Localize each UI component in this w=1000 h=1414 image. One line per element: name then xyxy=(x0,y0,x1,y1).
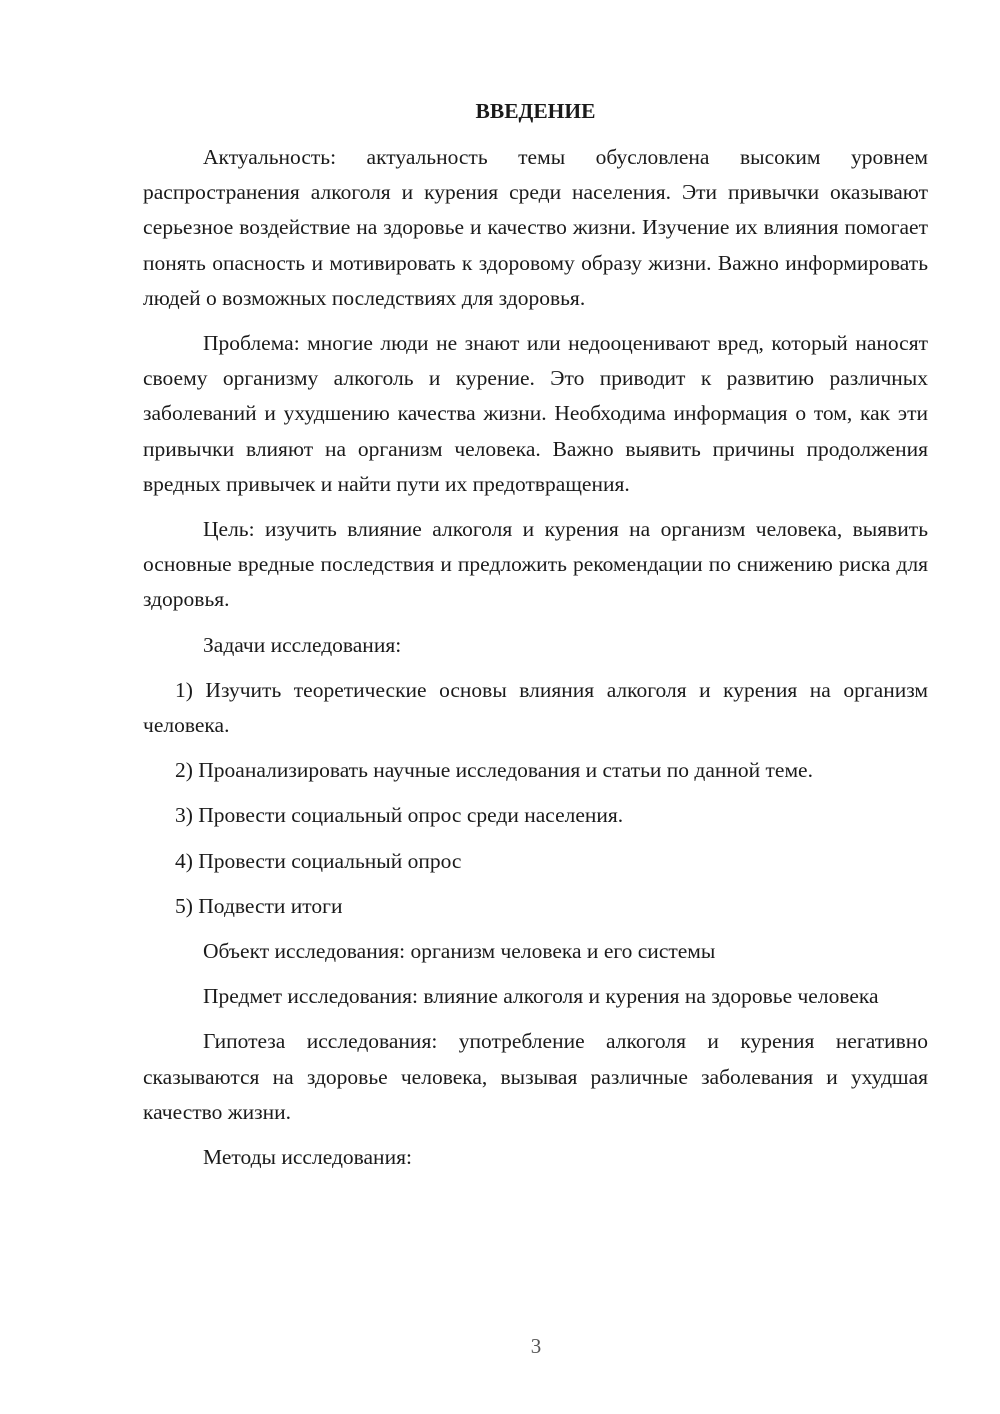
page-title: ВВЕДЕНИЕ xyxy=(475,99,596,123)
paragraph-problem: Проблема: многие люди не знают или недооценивают вред, который наносят своему организму алкоголь и курение. Это приводит к развитию различных заболеваний и ухудшению качества жизни. Необходима информация о том, как эти привычки влияют на организм человека. Важно выявить причины продолжения вредных привычек и найти пути их предотвращения. xyxy=(143,331,928,496)
document-page xyxy=(143,92,928,1185)
paragraph-goal: Цель: изучить влияние алкоголя и курения на организм человека, выявить основные вредные последствия и предложить рекомендации по снижению риска для здоровья. xyxy=(143,517,928,612)
methods-heading: Методы исследования: xyxy=(203,1145,412,1170)
page-number: 3 xyxy=(530,1334,542,1358)
task-item-3: 3) Провести социальный опрос среди населения. xyxy=(175,803,624,828)
paragraph-subject: Предмет исследования: влияние алкоголя и курения на здоровье человека xyxy=(203,984,879,1009)
paragraph-hypothesis: Гипотеза исследования: употребление алкоголя и курения негативно сказываются на здоровье человека, вызывая различные заболевания и ухудшая качество жизни. xyxy=(143,1029,928,1124)
tasks-heading: Задачи исследования: xyxy=(203,632,402,657)
paragraph-object: Объект исследования: организм человека и его системы xyxy=(203,939,716,964)
task-item-2: 2) Проанализировать научные исследования и статьи по данной теме. xyxy=(175,758,813,783)
task-item-5: 5) Подвести итоги xyxy=(175,893,343,918)
task-item-4: 4) Провести социальный опрос xyxy=(175,848,462,873)
task-item-1: 1) Изучить теоретические основы влияния алкоголя и курения на организм человека. xyxy=(143,677,928,738)
paragraph-relevance: Актуальность: актуальность темы обусловлена высоким уровнем распространения алкоголя и курения среди населения. Эти привычки оказывают серьезное воздействие на здоровье и качество жизни. Изучение их влияния помогает понять опасность и мотивировать к здоровому образу жизни. Важно информировать людей о возможных последствиях для здоровья. xyxy=(143,145,928,310)
